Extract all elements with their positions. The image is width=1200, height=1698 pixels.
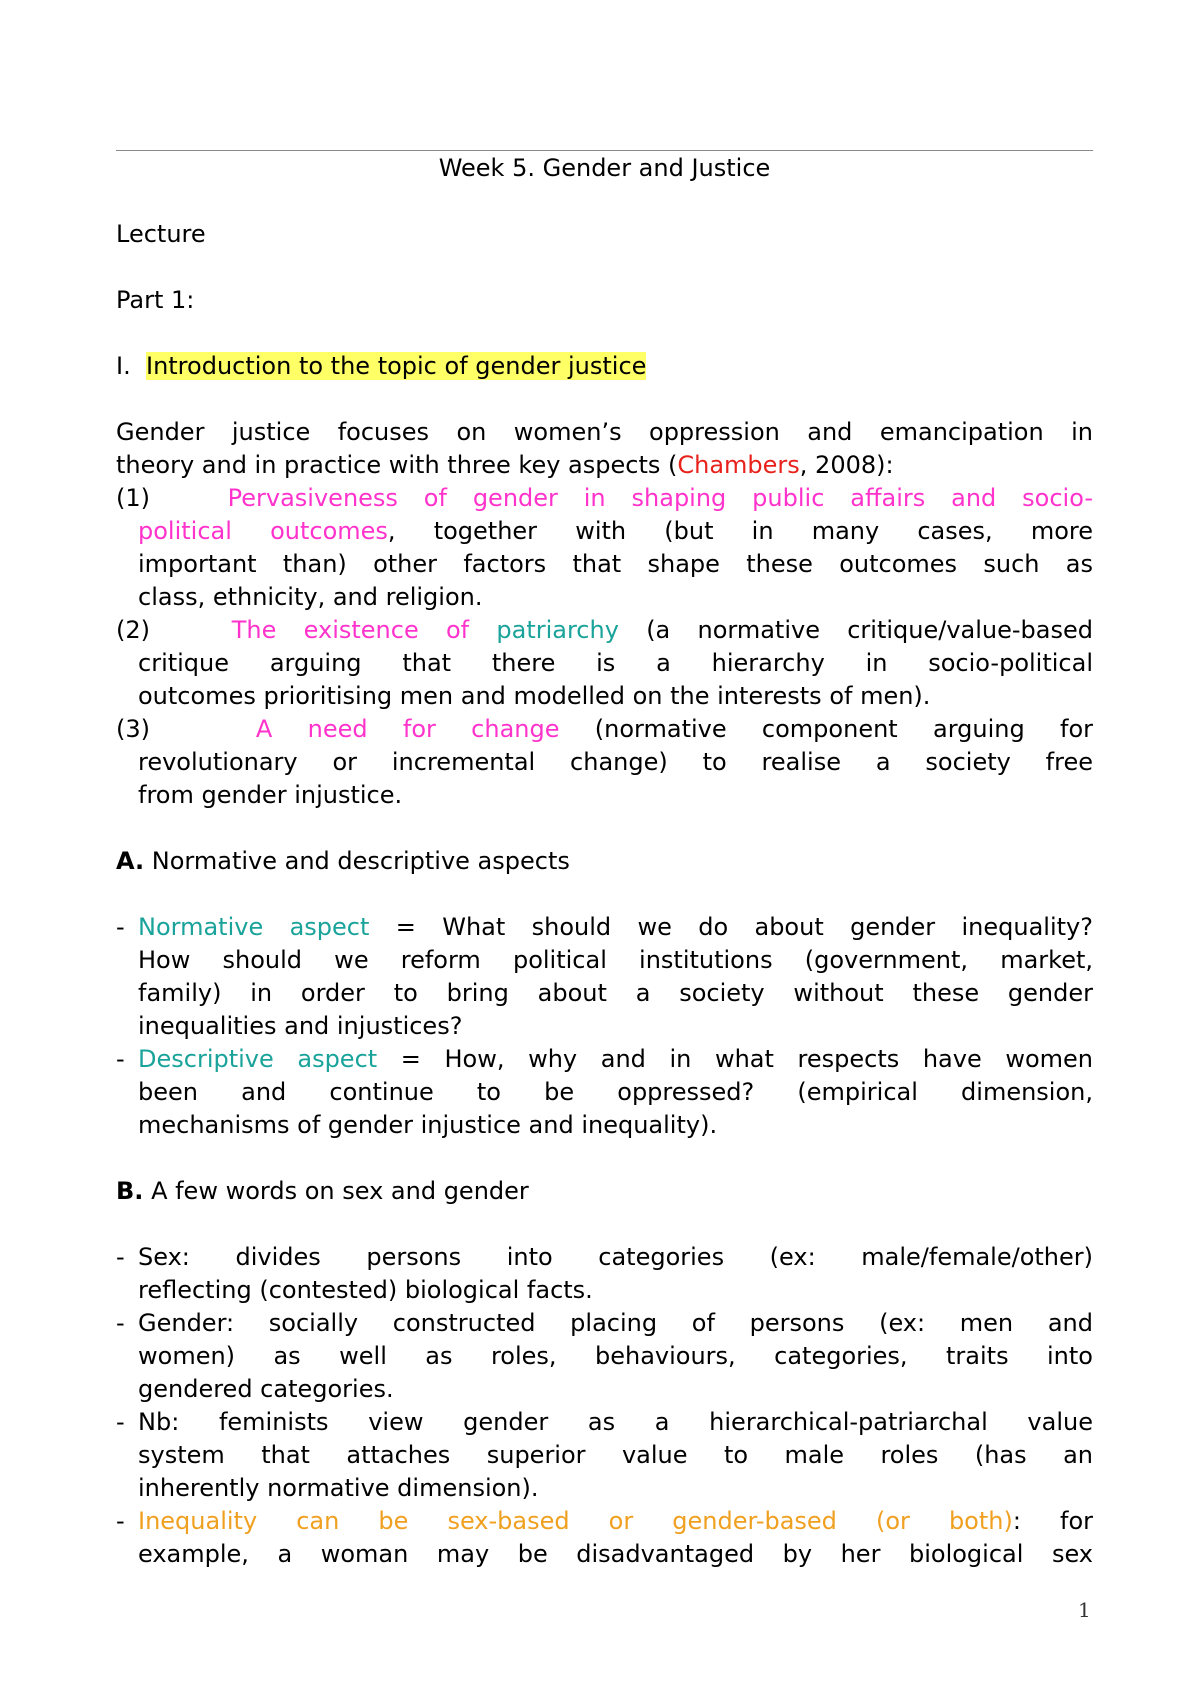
- page-number: 1: [1078, 1598, 1091, 1622]
- list-item: (1) Pervasiveness of gender in shaping public affairs and socio- political outcomes, together with (but in many cases, more important than) other factors that shape these outcomes such as class, ethnicity, and religion.: [116, 484, 1093, 611]
- page-title: Week 5. Gender and Justice: [438, 154, 771, 182]
- list-item: - Normative aspect = What should we do about gender inequality? How should we reform political institutions (government, market, family) in order to bring about a society without these gender inequalities and injustices?: [116, 913, 1093, 1040]
- section-i-numeral: I.: [116, 352, 131, 380]
- list-item: - Gender: socially constructed placing of persons (ex: men and women) as well as roles, behaviours, categories, traits into gendered categories.: [116, 1309, 1093, 1403]
- list-item: (2) The existence of patriarchy (a normative critique/value-based critique arguing that there is a hierarchy in socio-political outcomes prioritising men and modelled on the interests of men).: [116, 616, 1094, 710]
- part-label: Part 1:: [116, 286, 195, 314]
- list-item: - Descriptive aspect = How, why and in what respects have women been and continue to be oppressed? (empirical dimension, mechanisms of gender injustice and inequality).: [116, 1045, 1093, 1139]
- descriptive-aspect-term: Descriptive aspect: [138, 1045, 378, 1073]
- intro-line-2: theory and in practice with three key aspects (Chambers, 2008):: [116, 451, 894, 479]
- section-b-heading: B. A few words on sex and gender: [116, 1177, 529, 1205]
- section-i-title: Introduction to the topic of gender justice: [145, 352, 647, 380]
- intro-line-1: Gender justice focuses on women’s oppression and emancipation in: [116, 418, 1093, 446]
- citation-chambers: Chambers: [677, 451, 800, 479]
- lecture-label: Lecture: [116, 220, 206, 248]
- existence-highlight: The existence of: [231, 616, 470, 644]
- section-i-heading: [116, 350, 1093, 383]
- list-item: (3) A need for change (normative component arguing for revolutionary or incremental change) to realise a society free from gender injustice.: [116, 715, 1093, 809]
- need-for-change-highlight: A need for change: [255, 715, 560, 743]
- list-item: - Nb: feminists view gender as a hierarchical-patriarchal value system that attaches superior value to male roles (has an inherently normative dimension).: [116, 1408, 1093, 1502]
- inequality-highlight: Inequality can be sex-based or gender-based (or both): [138, 1507, 1013, 1535]
- political-outcomes-highlight: political outcomes: [138, 517, 388, 545]
- list-item: - Inequality can be sex-based or gender-based (or both): for example, a woman may be disadvantaged by her biological sex: [116, 1507, 1094, 1568]
- document-body: [116, 150, 1093, 1571]
- normative-aspect-term: Normative aspect: [138, 913, 370, 941]
- item-number: (1): [116, 484, 150, 512]
- patriarchy-highlight: patriarchy: [496, 616, 619, 644]
- pervasiveness-highlight: Pervasiveness of gender in shaping public affairs and socio-: [227, 484, 1093, 512]
- section-a-heading: A. Normative and descriptive aspects: [116, 847, 570, 875]
- list-item: - Sex: divides persons into categories (ex: male/female/other) reflecting (contested) biological facts.: [116, 1243, 1093, 1304]
- item-number: (3): [116, 715, 150, 743]
- item-number: (2): [116, 616, 150, 644]
